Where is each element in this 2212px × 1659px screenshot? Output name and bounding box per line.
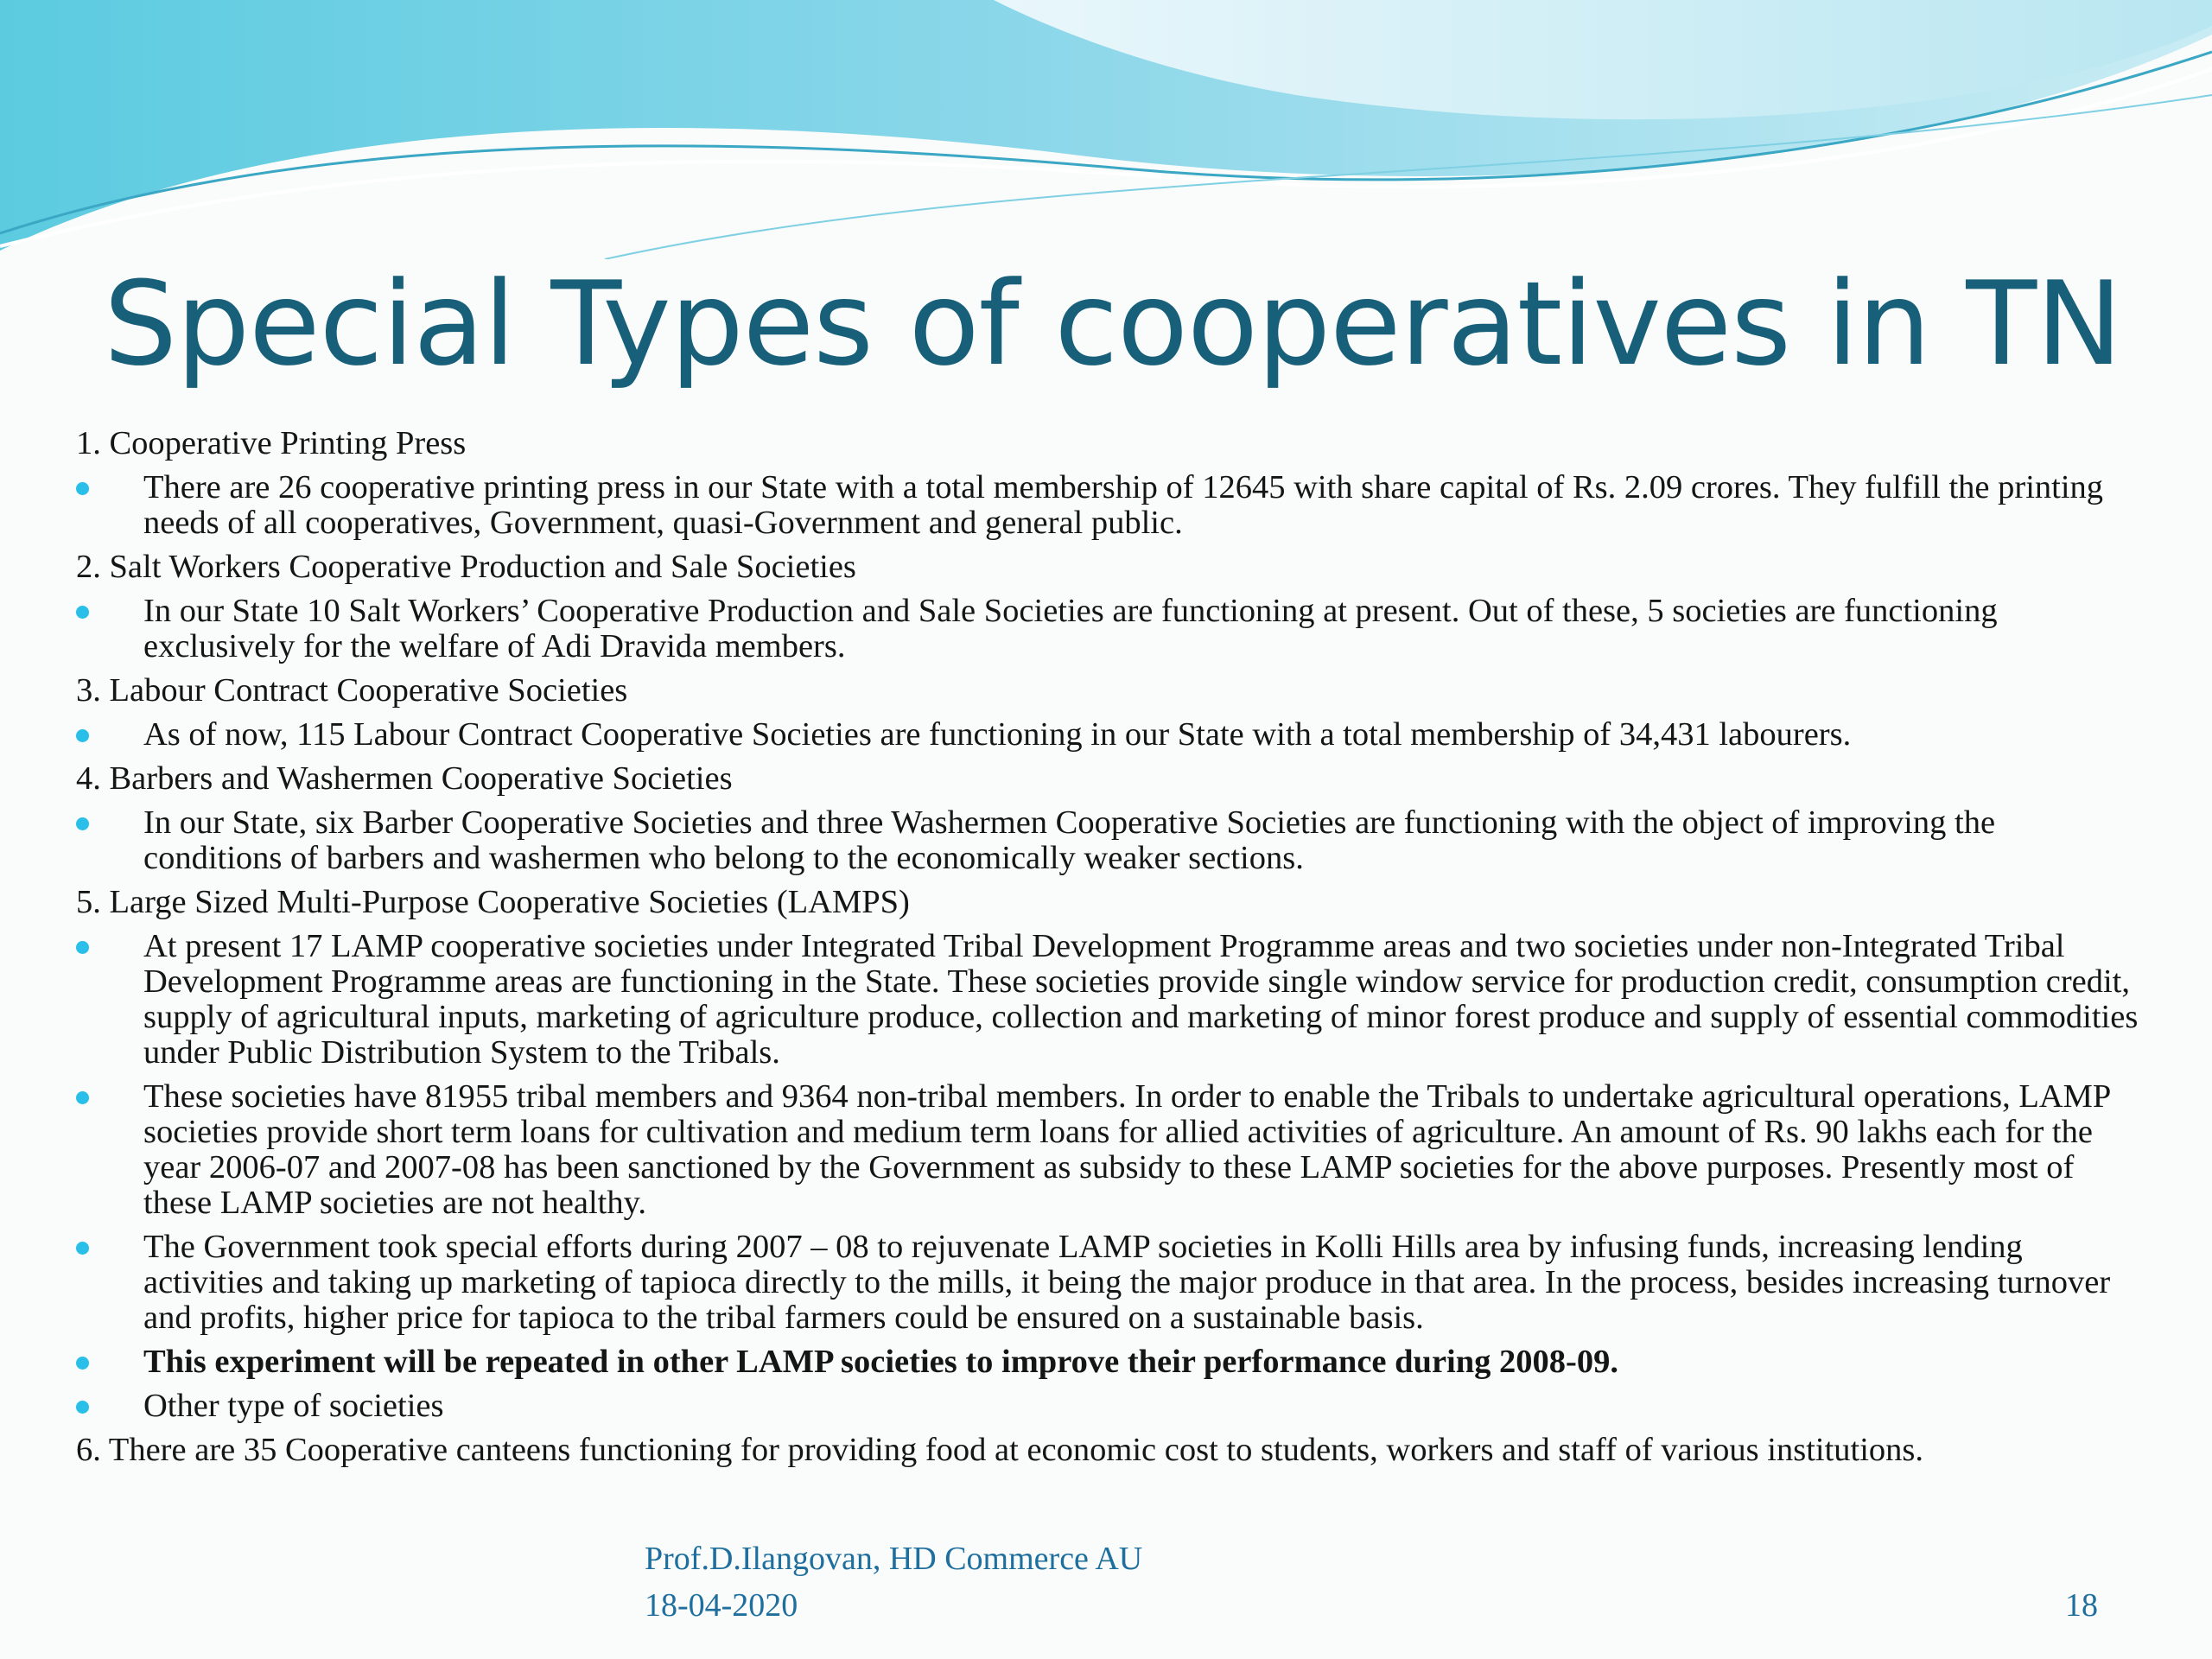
bullet-text: As of now, 115 Labour Contract Cooperative Societies are functioning in our State with a total membership of 34,431 labourers. (143, 716, 1852, 753)
section-heading: 5. Large Sized Multi-Purpose Cooperative Societies (LAMPS) (76, 884, 910, 920)
bullet-item (76, 1079, 2141, 1221)
bullet-dot-icon (76, 729, 89, 742)
bullet-dot-icon (76, 1091, 89, 1104)
bullet-dot-icon (76, 1357, 89, 1370)
bullet-text: In our State 10 Salt Workers’ Cooperative Production and Sale Societies are functioning at present. Out of these, 5 societies are functioning exclusively for the welfare of Adi Dravida members. (143, 593, 1998, 664)
bullet-dot-icon (76, 817, 89, 830)
bullet-text: These societies have 81955 tribal members and 9364 non-tribal members. In order to enable the Tribals to undertake agricultural operations, LAMP societies provide short term loans for cultivation and medium term loans for allied activities of agriculture. An amount of Rs. 90 lakhs each for the year 2006-07 and 2007-08 has been sanctioned by the Government as subsidy to these LAMP societies for the above purposes. Presently most of these LAMP societies are not healthy. (143, 1078, 2110, 1221)
bullet-item (76, 805, 2141, 876)
bullet-item (76, 470, 2141, 541)
numbered-paragraph: 6. There are 35 Cooperative canteens functioning for providing food at economic cost to students, workers and staff of various institutions. (76, 1432, 1924, 1468)
header-wave-decoration (0, 0, 2212, 259)
bullet-dot-icon (76, 606, 89, 619)
footer-date: 18-04-2020 (645, 1587, 798, 1624)
bullet-dot-icon (76, 482, 89, 495)
footer-author: Prof.D.Ilangovan, HD Commerce AU (645, 1541, 1143, 1577)
slide-number: 18 (2065, 1587, 2098, 1624)
bullet-item (76, 594, 2141, 664)
section-heading: 4. Barbers and Washermen Cooperative Societies (76, 760, 733, 797)
bullet-text: The Government took special efforts during 2007 – 08 to rejuvenate LAMP societies in Kolli Hills area by infusing funds, increasing lending activities and taking up marketing of tapioca directly to the mills, it being the major produce in that area. In the process, besides increasing turnover and profits, higher price for tapioca to the tribal farmers could be ensured on a sustainable basis. (143, 1229, 2111, 1336)
bullet-text: There are 26 cooperative printing press in our State with a total membership of 12645 with share capital of Rs. 2.09 crores. They fulfill the printing needs of all cooperatives, Government, quasi-Government and general public. (143, 469, 2104, 541)
bullet-dot-icon (76, 1242, 89, 1255)
bullet-item (76, 717, 2141, 753)
bullet-item (76, 1389, 2141, 1424)
bullet-dot-icon (76, 1401, 89, 1414)
section-heading: 2. Salt Workers Cooperative Production and Sale Societies (76, 549, 856, 585)
section-heading: 1. Cooperative Printing Press (76, 425, 467, 461)
bullet-text: At present 17 LAMP cooperative societies under Integrated Tribal Development Programme areas and two societies under non-Integrated Tribal Development Programme areas are functioning in the State. These societies provide single window service for production credit, consumption credit, supply of agricultural inputs, marketing of agriculture produce, collection and marketing of minor forest produce and supply of essential commodities under Public Distribution System to the Tribals. (143, 928, 2139, 1071)
bullet-text: Other type of societies (143, 1388, 444, 1424)
bullet-text: In our State, six Barber Cooperative Societies and three Washermen Cooperative Societies are functioning with the object of improving the conditions of barbers and washermen who belong to the economically weaker sections. (143, 804, 1996, 876)
bullet-item (76, 929, 2141, 1071)
bullet-text: This experiment will be repeated in other LAMP societies to improve their performance during 2008-09. (143, 1344, 1618, 1380)
slide-body (76, 426, 2141, 1477)
section-heading: 3. Labour Contract Cooperative Societies (76, 672, 628, 709)
bullet-dot-icon (76, 941, 89, 954)
bullet-item (76, 1230, 2141, 1336)
bullet-item (76, 1344, 2141, 1380)
slide-title: Special Types of cooperatives in TN (104, 257, 2122, 391)
